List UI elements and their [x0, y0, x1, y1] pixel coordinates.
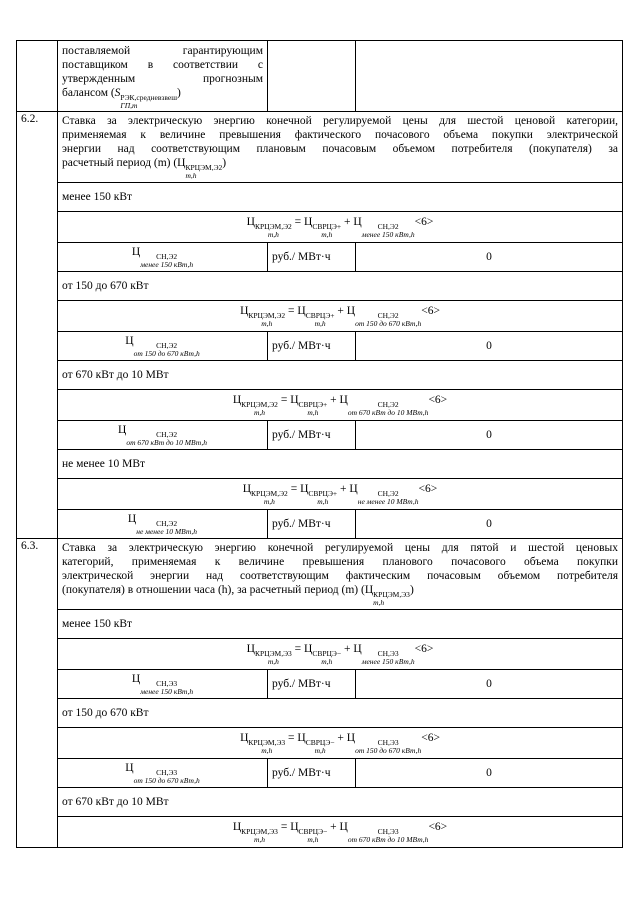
formula-mid-sup: СВРЦЭ+ — [298, 400, 328, 409]
continuation-line-2: поставщиком в соответствии с — [62, 59, 263, 71]
formula-mid-sup: СВРЦЭ− — [312, 649, 342, 658]
formula-right-scripts — [348, 401, 429, 417]
formula-left — [242, 483, 288, 506]
formula-right-scripts — [362, 223, 415, 239]
formula-plus: + — [337, 483, 350, 495]
param-cell — [58, 421, 268, 450]
formula-right-scripts — [362, 650, 415, 666]
continuation-line-4 — [62, 86, 263, 110]
formula-left-sup: КРЦЭМ,Э3 — [254, 649, 292, 658]
formula-mid-sup: СВРЦЭ− — [305, 738, 335, 747]
formula-right-scripts — [355, 739, 421, 755]
formula-right-sup: СН,Э2 — [377, 489, 399, 498]
formula-left-scripts — [241, 401, 278, 417]
section-title — [58, 539, 623, 610]
range-label-row — [17, 610, 623, 639]
formula-left-sub: m,h — [254, 408, 266, 417]
formula-left-sup: КРЦЭМ,Э3 — [241, 827, 278, 836]
range-label: менее 150 кВт — [58, 183, 623, 212]
formula-left-sub: m,h — [254, 835, 266, 844]
section-title-symbol — [373, 584, 410, 607]
section-title-symbol — [185, 157, 223, 180]
formula-mid-sub: m,h — [317, 497, 329, 506]
formula-equals: = — [277, 394, 291, 406]
range-label-row — [17, 361, 623, 390]
balance-symbol-scripts — [120, 94, 177, 110]
param-symbol-base: Ц — [127, 513, 137, 525]
section-title-symbol-sup: КРЦЭМ,Э2 — [185, 163, 223, 172]
param-symbol-base: Ц — [131, 673, 141, 685]
formula-mid-scripts — [299, 401, 328, 417]
range-label: от 670 кВт до 10 МВт — [58, 361, 623, 390]
formula-left-base: Ц — [232, 821, 242, 833]
formula-cell — [58, 301, 623, 332]
formula-mid-base: Ц — [297, 305, 306, 317]
continuation-value-cell — [356, 41, 623, 112]
formula-right-sub: от 150 до 670 кВт,h — [355, 319, 422, 328]
param-cell — [58, 510, 268, 539]
formula-right-sup: СН,Э2 — [377, 222, 399, 231]
param-symbol-sub: от 150 до 670 кВт,h — [133, 776, 200, 785]
formula-right-sub: от 150 до 670 кВт,h — [355, 746, 422, 755]
formula-mid-sub: m,h — [314, 746, 326, 755]
section-title-last-line — [62, 156, 618, 180]
formula-mid-base: Ц — [290, 821, 299, 833]
formula-mid-base: Ц — [304, 643, 313, 655]
formula-right-scripts — [355, 312, 421, 328]
section-title-line: электрической энергии над соответствующим фактическим почасовым объемом потребителя — [62, 570, 618, 582]
formula-cell — [58, 817, 623, 848]
balance-symbol-sup: РЭК,средневзвеш — [120, 93, 177, 102]
value-row — [17, 332, 623, 361]
continuation-line-4-end: ) — [177, 87, 181, 99]
formula-right — [346, 305, 422, 328]
formula-left — [246, 643, 292, 666]
formula-right-sub: менее 150 кВт,h — [361, 657, 415, 666]
formula-equals: = — [285, 732, 298, 744]
value-cell: 0 — [356, 421, 623, 450]
unit-cell: руб./ МВт·ч — [268, 421, 356, 450]
formula-left-base: Ц — [246, 643, 255, 655]
param-symbol-scripts — [140, 253, 193, 269]
unit-cell: руб./ МВт·ч — [268, 759, 356, 788]
section-title-symbol-sub: m,h — [373, 598, 385, 607]
param-cell — [58, 332, 268, 361]
formula-equals: = — [291, 643, 305, 655]
param-symbol-sup: СН,Э2 — [156, 519, 178, 528]
section-title-last-text: расчетный период (m) (Ц — [62, 157, 186, 169]
formula-mid-sub: m,h — [307, 408, 319, 417]
formula-left-base: Ц — [240, 305, 249, 317]
section-title-symbol-scripts — [373, 591, 410, 607]
formula-mid-scripts — [312, 223, 341, 239]
formula-left — [232, 821, 278, 844]
formula-right-base: Ц — [339, 821, 348, 833]
formula-right-sub: от 670 кВт до 10 МВт,h — [347, 408, 429, 417]
section-title-symbol-scripts — [185, 164, 222, 180]
formula-right-sup: СН,Э2 — [377, 311, 399, 320]
param-symbol-sub: не менее 10 МВт,h — [136, 527, 198, 536]
range-label-row — [17, 699, 623, 728]
formula-left — [240, 305, 286, 328]
formula-left-base: Ц — [242, 483, 252, 495]
formula-mid-base: Ц — [297, 732, 306, 744]
formula-equals: = — [287, 483, 301, 495]
formula-mid — [304, 643, 342, 666]
param-symbol — [131, 673, 194, 696]
continuation-line-3: утвержденным прогнозным — [62, 73, 263, 85]
formula-right-scripts — [358, 490, 419, 506]
continuation-line-1: поставляемой гарантирующим — [62, 45, 263, 57]
param-symbol — [131, 246, 194, 269]
formula-mid-scripts — [308, 490, 337, 506]
param-symbol-sub: менее 150 кВт,h — [140, 687, 194, 696]
unit-cell: руб./ МВт·ч — [268, 670, 356, 699]
formula-mid-sup: СВРЦЭ+ — [305, 311, 335, 320]
formula-mid-scripts — [306, 739, 335, 755]
range-label-row — [17, 183, 623, 212]
formula-cell — [58, 728, 623, 759]
formula-left-sup: КРЦЭМ,Э2 — [248, 311, 286, 320]
param-symbol — [125, 762, 200, 785]
formula-left-sub: m,h — [267, 230, 279, 239]
formula-mid — [304, 216, 342, 239]
formula-mid-sup: СВРЦЭ− — [298, 827, 328, 836]
range-label: от 150 до 670 кВт — [58, 699, 623, 728]
formula-mid — [290, 821, 328, 844]
range-label: от 670 кВт до 10 МВт — [58, 788, 623, 817]
formula-equals: = — [277, 821, 291, 833]
formula-mid — [297, 305, 335, 328]
formula-mid-scripts — [306, 312, 335, 328]
value-cell: 0 — [356, 243, 623, 272]
section-title-end: ) — [409, 584, 414, 596]
formula-right-sup: СН,Э3 — [377, 738, 399, 747]
formula-ref: <6> — [428, 821, 448, 833]
formula-row — [17, 817, 623, 848]
range-label: не менее 10 МВт — [58, 450, 623, 479]
param-symbol — [125, 335, 200, 358]
range-label: менее 150 кВт — [58, 610, 623, 639]
param-symbol-base: Ц — [118, 424, 127, 436]
formula-right-sub: от 670 кВт до 10 МВт,h — [347, 835, 429, 844]
balance-symbol: S — [114, 87, 121, 99]
section-number: 6.2. — [17, 112, 58, 539]
formula-left-sub: m,h — [263, 497, 275, 506]
formula-right — [353, 216, 415, 239]
continuation-text-cell — [58, 41, 268, 112]
continuation-unit-cell — [268, 41, 356, 112]
section-title-last-text: (покупателя) в отношении часа (h), за расчетный период (m) (Ц — [62, 584, 374, 596]
formula-right-sup: СН,Э3 — [377, 827, 399, 836]
formula-equals: = — [291, 216, 305, 228]
formula-right-scripts — [348, 828, 429, 844]
formula-right — [339, 394, 429, 417]
formula-plus: + — [327, 821, 340, 833]
value-row — [17, 421, 623, 450]
range-label-row — [17, 450, 623, 479]
unit-cell: руб./ МВт·ч — [268, 332, 356, 361]
formula-cell — [58, 479, 623, 510]
param-symbol-sup: СН,Э2 — [156, 430, 178, 439]
formula-mid-sub: m,h — [307, 835, 319, 844]
param-symbol-sub: от 150 до 670 кВт,h — [133, 349, 200, 358]
param-symbol-sup: СН,Э2 — [156, 341, 178, 350]
formula-mid-base: Ц — [300, 483, 309, 495]
formula-mid-sub: m,h — [314, 319, 326, 328]
formula-cell — [58, 212, 623, 243]
formula-left-sup: КРЦЭМ,Э2 — [241, 400, 278, 409]
param-symbol-scripts — [134, 342, 200, 358]
param-cell — [58, 759, 268, 788]
formula-left-base: Ц — [232, 394, 242, 406]
formula-plus: + — [341, 643, 354, 655]
formula-left-sub: m,h — [261, 746, 273, 755]
param-symbol-base: Ц — [125, 335, 134, 347]
formula-right — [346, 732, 422, 755]
formula-ref: <6> — [421, 732, 440, 744]
formula-right-base: Ц — [353, 216, 362, 228]
formula-left-base: Ц — [246, 216, 255, 228]
param-symbol-sup: СН,Э3 — [156, 679, 178, 688]
formula-ref: <6> — [428, 394, 448, 406]
section-title-line: категорий, применяемая к величине превышения планового почасового объема покупки — [62, 556, 618, 568]
tariff-table — [16, 40, 623, 848]
formula-left-sup: КРЦЭМ,Э2 — [251, 489, 288, 498]
unit-cell: руб./ МВт·ч — [268, 510, 356, 539]
formula-row — [17, 212, 623, 243]
value-row — [17, 243, 623, 272]
formula-left-sup: КРЦЭМ,Э2 — [254, 222, 292, 231]
param-symbol-scripts — [126, 431, 207, 447]
formula-right — [339, 821, 429, 844]
formula-mid-base: Ц — [290, 394, 299, 406]
tariff-table-body — [17, 41, 623, 848]
formula-left-scripts — [248, 312, 285, 328]
formula-left-sup: КРЦЭМ,Э3 — [248, 738, 286, 747]
formula-row — [17, 390, 623, 421]
formula-right-base: Ц — [339, 394, 348, 406]
formula-mid-scripts — [299, 828, 328, 844]
section-title-symbol-sup: КРЦЭМ,Э3 — [373, 590, 410, 599]
formula-left-base: Ц — [240, 732, 249, 744]
formula-plus: + — [334, 305, 347, 317]
formula-plus: + — [341, 216, 354, 228]
formula-row — [17, 301, 623, 332]
formula-left-scripts — [241, 828, 278, 844]
section-title-last-line — [62, 583, 618, 607]
formula-left — [240, 732, 286, 755]
formula-right-sup: СН,Э2 — [377, 400, 399, 409]
formula-right — [349, 483, 419, 506]
param-symbol-scripts — [136, 520, 197, 536]
section-title-row — [17, 539, 623, 610]
formula-cell — [58, 390, 623, 421]
formula-left-scripts — [248, 739, 285, 755]
param-symbol-sub: от 670 кВт до 10 МВт,h — [126, 438, 207, 447]
formula-right-base: Ц — [346, 305, 356, 317]
param-cell — [58, 243, 268, 272]
formula-cell — [58, 639, 623, 670]
param-symbol-sup: СН,Э2 — [156, 252, 178, 261]
continuation-row — [17, 41, 623, 112]
value-row — [17, 670, 623, 699]
value-cell: 0 — [356, 510, 623, 539]
unit-cell: руб./ МВт·ч — [268, 243, 356, 272]
formula-right-base: Ц — [349, 483, 358, 495]
formula-mid-sup: СВРЦЭ+ — [308, 489, 338, 498]
formula-right-base: Ц — [353, 643, 362, 655]
formula-mid-sub: m,h — [321, 657, 333, 666]
param-symbol-sup: СН,Э3 — [156, 768, 178, 777]
section-title-line: Ставка за электрическую энергию конечной регулируемой цены для пятой и шестой ценовых — [62, 542, 618, 554]
formula-right-sub: менее 150 кВт,h — [361, 230, 415, 239]
section-title-line: применяемая к величине превышения фактического почасового объема покупки электрической — [62, 129, 618, 141]
formula-left-scripts — [255, 223, 292, 239]
value-cell: 0 — [356, 332, 623, 361]
section-title-line: Ставка за электрическую энергию конечной регулируемой цены для шестой ценовой категории, — [62, 115, 618, 127]
value-row — [17, 759, 623, 788]
formula-right — [353, 643, 415, 666]
formula-left — [232, 394, 278, 417]
section-title-row — [17, 112, 623, 183]
formula-mid-base: Ц — [304, 216, 313, 228]
formula-equals: = — [285, 305, 298, 317]
formula-mid-sup: СВРЦЭ+ — [312, 222, 342, 231]
formula-left-sub: m,h — [267, 657, 279, 666]
formula-ref: <6> — [414, 643, 434, 655]
continuation-line-4-text: балансом ( — [62, 87, 115, 99]
formula-row — [17, 728, 623, 759]
value-cell: 0 — [356, 759, 623, 788]
param-symbol — [118, 424, 207, 447]
range-label: от 150 до 670 кВт — [58, 272, 623, 301]
value-cell: 0 — [356, 670, 623, 699]
section-title-line: энергии над соответствующим плановым почасовым объемом потребителя (покупателя) за — [62, 143, 618, 155]
formula-mid — [290, 394, 328, 417]
param-symbol-base: Ц — [131, 246, 141, 258]
param-symbol-scripts — [134, 769, 200, 785]
formula-left-scripts — [251, 490, 288, 506]
formula-mid — [300, 483, 338, 506]
continuation-num-cell — [17, 41, 58, 112]
formula-ref: <6> — [421, 305, 440, 317]
param-symbol — [127, 513, 198, 536]
formula-right-base: Ц — [346, 732, 356, 744]
formula-mid — [297, 732, 335, 755]
formula-left-sub: m,h — [261, 319, 273, 328]
range-label-row — [17, 272, 623, 301]
value-row — [17, 510, 623, 539]
param-cell — [58, 670, 268, 699]
formula-ref: <6> — [414, 216, 434, 228]
formula-row — [17, 639, 623, 670]
formula-ref: <6> — [418, 483, 438, 495]
formula-mid-sub: m,h — [321, 230, 333, 239]
balance-symbol-sub: ГП,m — [120, 101, 138, 110]
section-title — [58, 112, 623, 183]
formula-right-sup: СН,Э3 — [377, 649, 399, 658]
formula-right-sub: не менее 10 МВт,h — [357, 497, 419, 506]
formula-plus: + — [334, 732, 347, 744]
formula-plus: + — [327, 394, 340, 406]
range-label-row — [17, 788, 623, 817]
param-symbol-base: Ц — [125, 762, 134, 774]
section-title-end: ) — [222, 157, 227, 169]
section-number: 6.3. — [17, 539, 58, 848]
formula-row — [17, 479, 623, 510]
formula-left — [246, 216, 292, 239]
formula-left-scripts — [255, 650, 292, 666]
param-symbol-sub: менее 150 кВт,h — [140, 260, 194, 269]
param-symbol-scripts — [140, 680, 193, 696]
formula-mid-scripts — [312, 650, 341, 666]
section-title-symbol-sub: m,h — [185, 171, 197, 180]
